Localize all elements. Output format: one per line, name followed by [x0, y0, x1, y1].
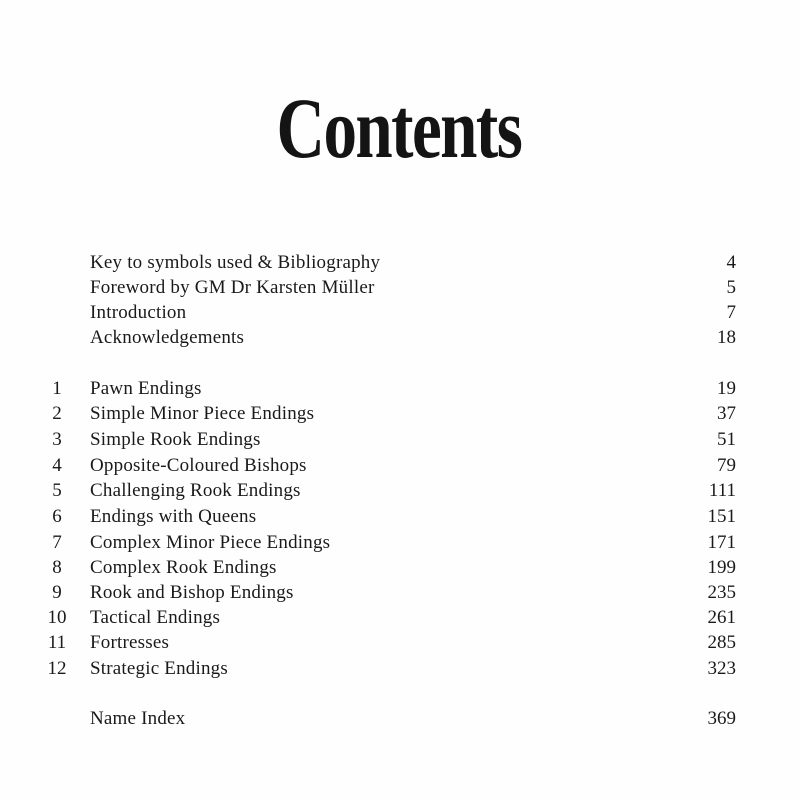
- chapter-entry: [0, 478, 800, 504]
- chapter-entry: [0, 504, 800, 530]
- chapter-page: 235: [707, 582, 736, 603]
- chapter-title: Strategic Endings: [90, 658, 228, 679]
- chapter-title: Simple Rook Endings: [90, 429, 261, 450]
- toc-entry-label: Key to symbols used & Bibliography: [90, 252, 381, 273]
- toc-entry: [0, 706, 800, 732]
- chapter-number: 5: [52, 480, 62, 501]
- chapter-page: 151: [707, 506, 736, 527]
- chapter-number: 12: [47, 658, 67, 679]
- toc-entry: [0, 300, 800, 326]
- chapter-title: Tactical Endings: [90, 607, 221, 628]
- toc-entry: [0, 275, 800, 301]
- chapter-entry: [0, 580, 800, 606]
- chapter-entry: [0, 555, 800, 581]
- chapter-title: Simple Minor Piece Endings: [90, 403, 315, 424]
- chapter-page: 171: [707, 532, 736, 553]
- chapter-title: Fortresses: [90, 632, 170, 653]
- chapter-number: 2: [52, 403, 62, 424]
- chapter-entry: [0, 453, 800, 479]
- toc-entry-page: 5: [726, 277, 736, 298]
- chapter-title: Endings with Queens: [90, 506, 257, 527]
- chapter-number: 10: [47, 607, 67, 628]
- chapter-page: 111: [708, 480, 736, 501]
- chapter-page: 19: [717, 378, 736, 399]
- chapter-number: 3: [52, 429, 62, 450]
- toc-entry: [0, 325, 800, 351]
- chapter-entry: [0, 427, 800, 453]
- toc-entry-page: 4: [726, 252, 736, 273]
- chapter-number: 11: [47, 632, 67, 653]
- toc-entry-label: Introduction: [90, 302, 187, 323]
- chapter-title: Complex Rook Endings: [90, 557, 277, 578]
- chapter-page: 37: [717, 403, 736, 424]
- toc-entry-label: Name Index: [90, 708, 186, 729]
- toc-entry-page: 369: [707, 708, 736, 729]
- chapter-title: Opposite-Coloured Bishops: [90, 455, 307, 476]
- chapter-entry: [0, 401, 800, 427]
- chapter-entry: [0, 656, 800, 682]
- chapter-page: 199: [707, 557, 736, 578]
- chapter-entry: [0, 530, 800, 556]
- page-title: Contents: [276, 80, 522, 176]
- chapter-number: 8: [52, 557, 62, 578]
- chapter-page: 79: [717, 455, 736, 476]
- chapter-number: 9: [52, 582, 62, 603]
- chapter-page: 261: [707, 607, 736, 628]
- chapter-page: 51: [717, 429, 736, 450]
- chapter-title: Challenging Rook Endings: [90, 480, 301, 501]
- chapter-number: 1: [52, 378, 62, 399]
- chapter-entry: [0, 630, 800, 656]
- toc-entry-page: 18: [717, 327, 736, 348]
- toc-entry-label: Foreword by GM Dr Karsten Müller: [90, 277, 375, 298]
- chapter-number: 6: [52, 506, 62, 527]
- chapter-page: 323: [707, 658, 736, 679]
- chapter-title: Pawn Endings: [90, 378, 202, 399]
- chapter-entry: [0, 605, 800, 631]
- toc-entry-page: 7: [726, 302, 736, 323]
- chapter-page: 285: [707, 632, 736, 653]
- toc-entry: [0, 250, 800, 276]
- chapter-title: Rook and Bishop Endings: [90, 582, 294, 603]
- chapter-title: Complex Minor Piece Endings: [90, 532, 331, 553]
- chapter-number: 4: [52, 455, 62, 476]
- toc-entry-label: Acknowledgements: [90, 327, 245, 348]
- chapter-number: 7: [52, 532, 62, 553]
- chapter-entry: [0, 376, 800, 402]
